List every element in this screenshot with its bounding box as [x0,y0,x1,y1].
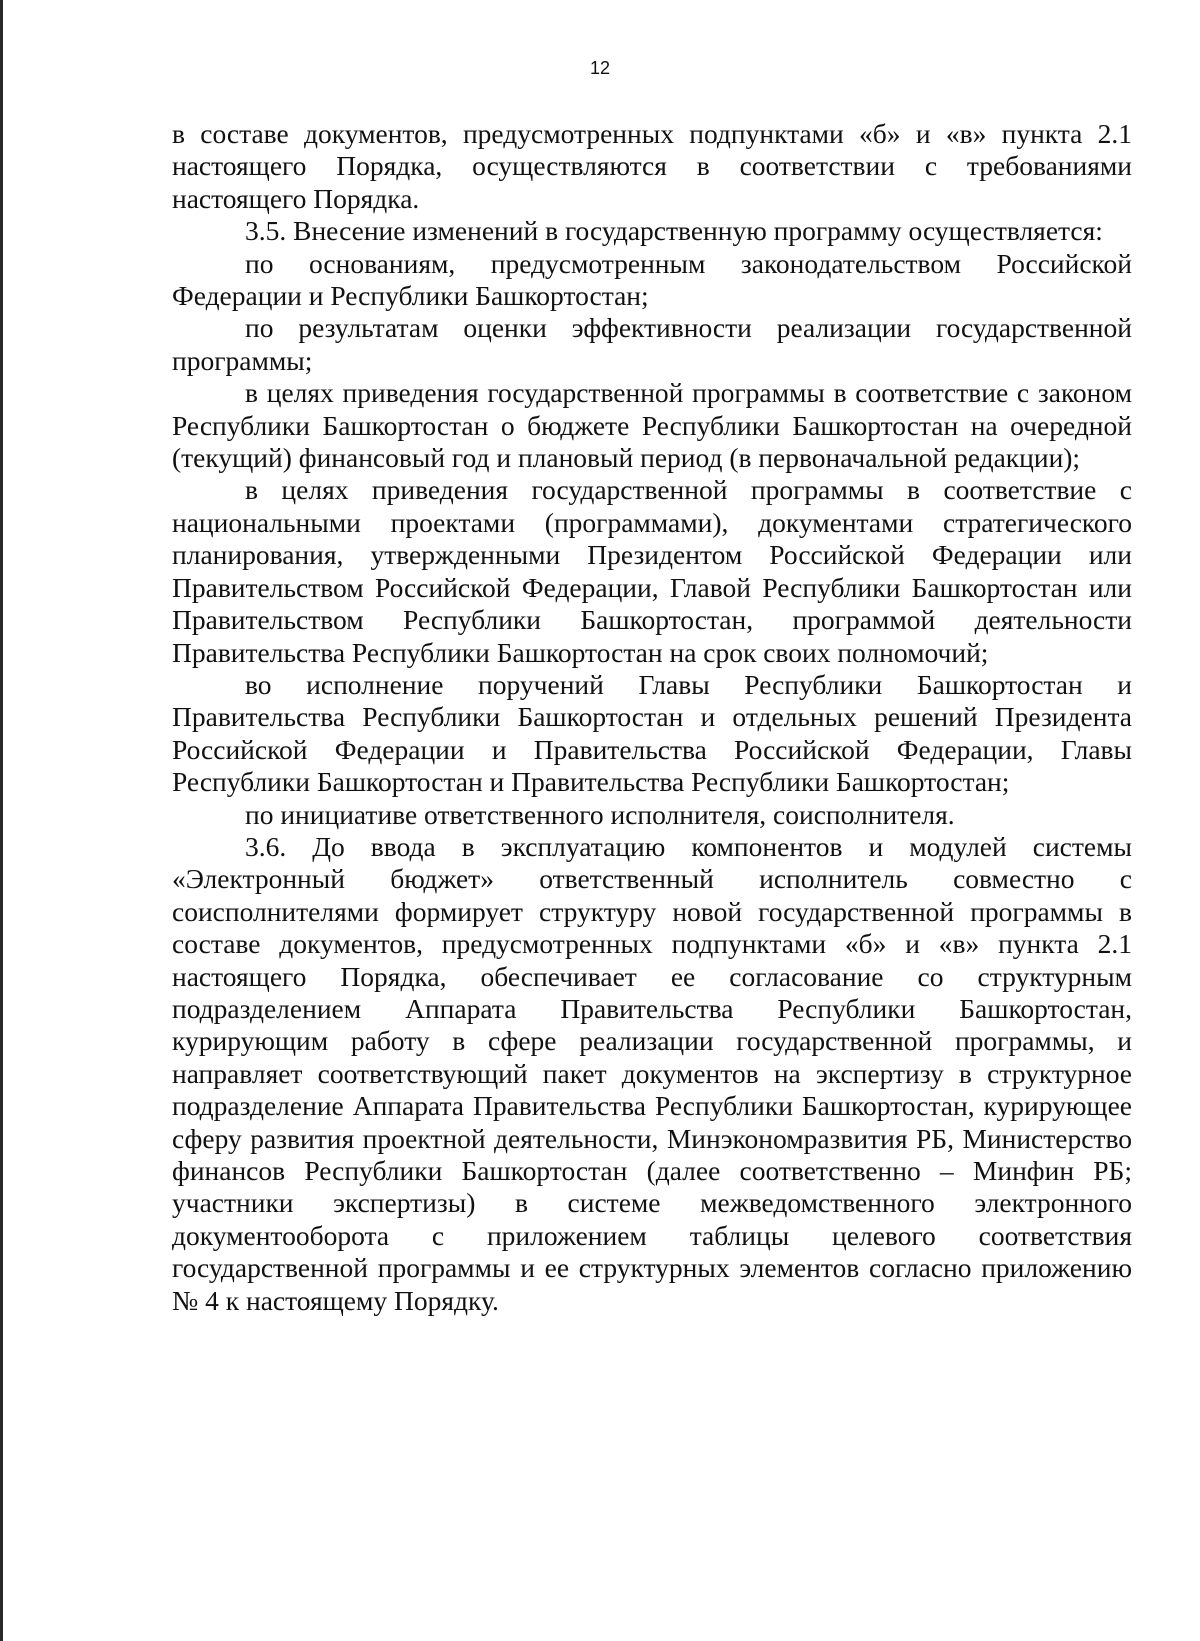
paragraph-national-projects: в целях приведения государственной программы в соответствие с национальными проектами (программами), документами стратегического планирования, утвержденными Президентом Российской Федерации или Правительством Российской Федерации, Главой Республики Башкортостан или Правительством Республики Башкортостан, программой деятельности Правительства Республики Башкортостан на срок своих полномочий; [172,474,1132,668]
page-number: 12 [589,58,611,78]
paragraph-3-5-intro: 3.5. Внесение изменений в государственную программу осуществляется: [245,215,1103,247]
paragraph-instructions: во исполнение поручений Главы Республики Башкортостан и Правительства Республики Башкортостан и отдельных решений Президента Российской Федерации и Правительства Российской Федерации, Главы Республики Башкортостан и Правительства Республики Башкортостан; [172,668,1132,798]
paragraph-initiative: по инициативе ответственного исполнителя, соисполнителя. [245,798,955,830]
paragraph-efficiency-results: по результатам оценки эффективности реализации государственной программы; [172,312,1132,376]
paragraph-continuation: в составе документов, предусмотренных подпунктами «б» и «в» пункта 2.1 настоящего Порядка, осуществляются в соответствии с требованиями настоящего Порядка. [172,118,1132,214]
paragraph-legislation-grounds: по основаниям, предусмотренным законодательством Российской Федерации и Республики Башкортостан; [172,247,1132,312]
paragraph-budget-law: в целях приведения государственной программы в соответствие с законом Республики Башкортостан о бюджете Республики Башкортостан на очередной (текущий) финансовый год и плановый период (в первоначальной редакции); [172,377,1132,474]
document-body [172,118,1132,1317]
paragraph-3-6: 3.6. До ввода в эксплуатацию компонентов и модулей системы «Электронный бюджет» ответственный исполнитель совместно с соисполнителями формирует структуру новой государственной программы в составе документов, предусмотренных подпунктами «б» и «в» пункта 2.1 настоящего Порядка, обеспечивает ее согласование со структурным подразделением Аппарата Правительства Республики Башкортостан, курирующим работу в сфере реализации государственной программы, и направляет соответствующий пакет документов на экспертизу в структурное подразделение Аппарата Правительства Республики Башкортостан, курирующее сферу развития проектной деятельности, Минэкономразвития РБ, Министерство финансов Республики Башкортостан (далее соответственно – Минфин РБ; участники экспертизы) в системе межведомственного электронного документооборота с приложением таблицы целевого соответствия государственной программы и ее структурных элементов согласно приложению № 4 к настоящему Порядку. [172,830,1132,1316]
scan-edge [0,0,3,1641]
